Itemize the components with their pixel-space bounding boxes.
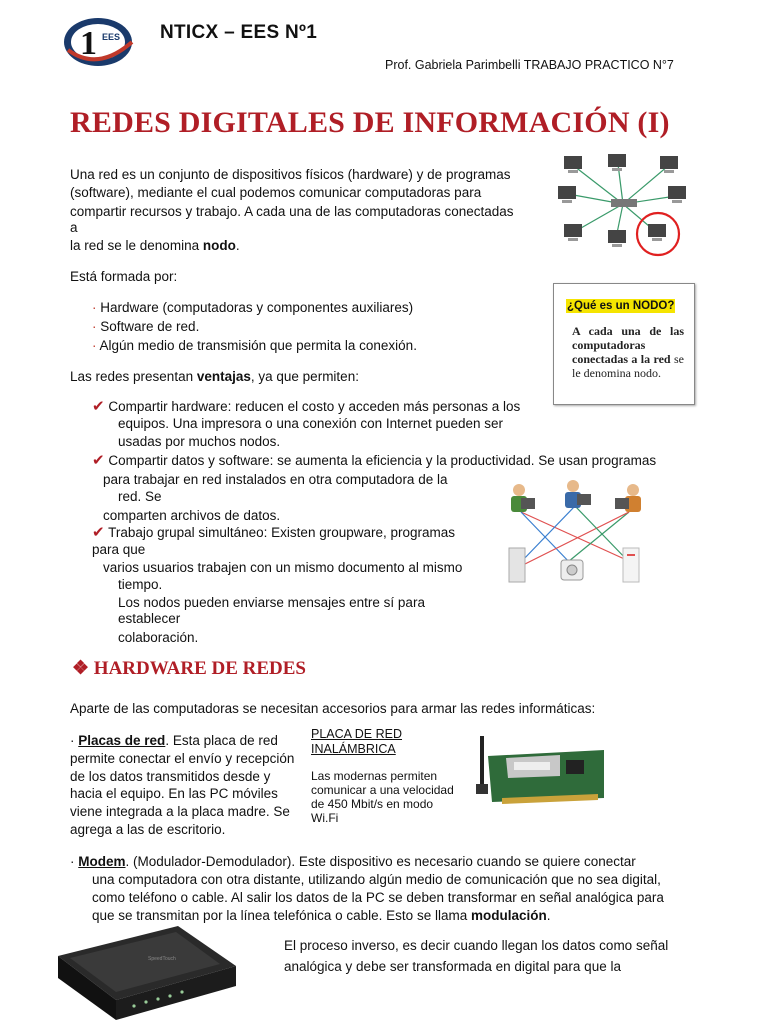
placas-line: de los datos transmitidos desde y — [70, 769, 271, 784]
intro-line-1: Una red es un conjunto de dispositivos físicos (hardware) y de programas — [70, 167, 511, 182]
advantage-3-line: varios usuarios trabajen con un mismo documento al mismo — [103, 560, 463, 575]
intro-line-2: (software), mediante el cual podemos comunicar computadoras para — [70, 185, 482, 200]
wireless-card-caption-text: Las modernas permiten comunicar a una velocidad de 450 Mbit/s en modo Wi.Fi — [311, 769, 454, 825]
inverse-process-line-1: El proceso inverso, es decir cuando llegan los datos como señal — [284, 938, 669, 953]
svg-text:EES: EES — [102, 32, 121, 42]
formed-by-label: Está formada por: — [70, 269, 178, 284]
formed-by-item: · Algún medio de transmisión que permita la conexión. — [92, 338, 417, 353]
network-star-illustration — [556, 150, 690, 266]
advantage-2: ✔ Compartir datos y software: se aumenta la eficiencia y la productividad. Se usan programas — [92, 452, 657, 469]
advantage-3-line: colaboración. — [118, 630, 199, 645]
modem-line-1: · Modem. (Modulador-Demodulador). Este dispositivo es necesario cuando se quiere conectar — [70, 854, 636, 869]
advantage-3-line: tiempo. — [118, 577, 163, 592]
professor-line: Prof. Gabriela Parimbelli TRABAJO PRACTICO N°7 — [385, 58, 674, 72]
page-title: REDES DIGITALES DE INFORMACIÓN (I) — [70, 106, 670, 139]
advantages-intro: Las redes presentan ventajas, ya que permiten: — [70, 369, 359, 384]
advantage-2-line: comparten archivos de datos. — [103, 508, 281, 523]
formed-by-item: · Hardware (computadoras y componentes auxiliares) — [92, 300, 414, 315]
placas-line: viene integrada a la placa madre. Se — [70, 804, 290, 819]
modem-line: como teléfono o cable. Al salir los datos de la PC se deben transformar en señal analógica para — [92, 890, 664, 905]
placas-line: agrega a las de escritorio. — [70, 822, 226, 837]
nodo-term: nodo — [202, 238, 236, 253]
advantage-3-line: establecer — [118, 611, 181, 626]
check-icon: ✔ — [92, 452, 105, 469]
intro-line-4: a — [70, 220, 78, 235]
modem-term: Modem — [78, 854, 126, 869]
modem-image — [50, 922, 240, 1022]
placas-term: Placas de red — [78, 733, 166, 748]
advantage-3-line: para que — [92, 542, 146, 557]
intro-line-5: la red se le denomina nodo. — [70, 238, 240, 253]
advantage-1-line: usadas por muchos nodos. — [118, 434, 281, 449]
placas-line-1: · Placas de red. Esta placa de red — [70, 733, 278, 748]
advantage-1-line: equipos. Una impresora o una conexión con Internet pueden ser — [118, 416, 504, 431]
nodo-definition-box — [553, 283, 695, 405]
svg-text:SpeedTouch: SpeedTouch — [148, 956, 176, 962]
diamond-bullet-icon: ❖ — [72, 658, 90, 679]
modem-line: una computadora con otra distante, utilizando algún medio de comunicación que no sea digital, — [92, 872, 661, 887]
check-icon: ✔ — [92, 524, 105, 541]
inverse-process-line-2: analógica y debe ser transformada en digital para que la — [284, 959, 621, 974]
nodo-question: ¿Qué es un NODO? — [567, 300, 675, 312]
school-name: NTICX – EES Nº1 — [160, 22, 318, 43]
hardware-heading: ❖ HARDWARE DE REDES — [72, 658, 306, 679]
advantage-3-line: Los nodos pueden enviarse mensajes entre sí para — [118, 595, 425, 610]
wireless-card-image — [458, 728, 606, 806]
check-icon: ✔ — [92, 398, 105, 415]
nodo-answer: A cada una de las computadoras conectadas a la red se le denomina nodo. — [572, 324, 684, 380]
formed-by-item: · Software de red. — [92, 319, 200, 334]
wireless-card-caption-title: PLACA DE RED INALÁMBRICA — [311, 727, 403, 756]
advantage-2-line: para trabajar en red instalados en otra computadora de la — [103, 472, 448, 487]
svg-text:1: 1 — [80, 25, 97, 62]
school-logo — [58, 12, 140, 70]
advantage-1: ✔ Compartir hardware: reducen el costo y acceden más personas a los — [92, 398, 521, 415]
intro-line-3: compartir recursos y trabajo. A cada una de las computadoras conectadas — [70, 204, 514, 219]
groupware-illustration — [503, 476, 649, 588]
advantage-3: ✔ Trabajo grupal simultáneo: Existen groupware, programas — [92, 524, 456, 541]
placas-line: permite conectar el envío y recepción — [70, 751, 295, 766]
placas-line: hacia el equipo. En las PC móviles — [70, 786, 278, 801]
advantage-2-line: red. Se — [118, 489, 162, 504]
modem-line: que se transmitan por la línea telefónica o cable. Esto se llama modulación. — [92, 908, 551, 923]
hardware-intro: Aparte de las computadoras se necesitan accesorios para armar las redes informáticas: — [70, 701, 596, 716]
